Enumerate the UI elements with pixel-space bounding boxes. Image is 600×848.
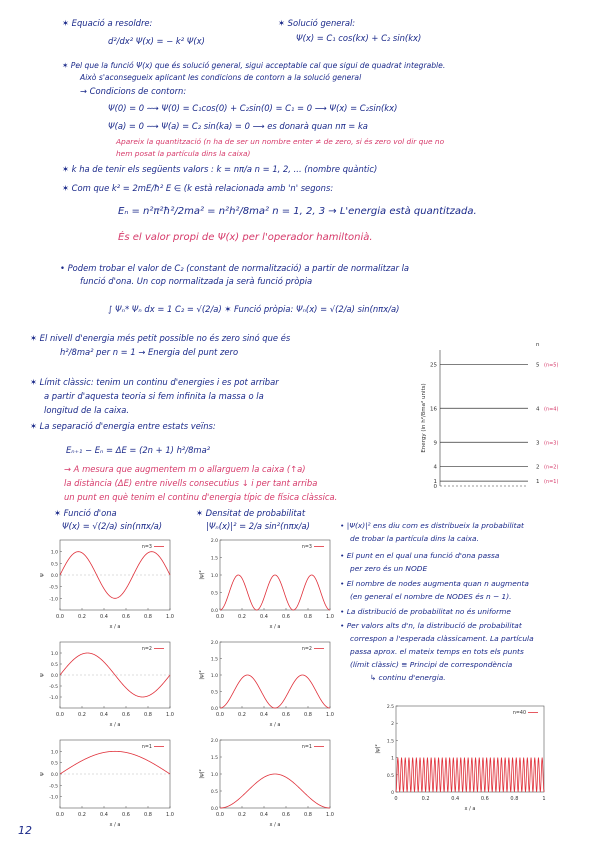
x-tick-label: 0.8	[304, 812, 312, 818]
energy-tick-label: 16	[430, 406, 437, 413]
y-tick-label: 1.5	[210, 756, 218, 761]
y-tick-label: 2.0	[210, 641, 218, 646]
energy-levels-formula: Eₙ = n²π²ħ²/2ma² = n²h²/8ma² n = 1, 2, 3 → L'energia està quantitzada.	[118, 206, 477, 217]
y-tick-label: 1	[391, 756, 394, 762]
energy-axis-label: Energy (in h²/8ma² units)	[421, 383, 427, 453]
y-axis-label: |ψ|²	[199, 670, 205, 680]
x-tick-label: 1.0	[166, 812, 174, 818]
x-tick-label: 0.6	[122, 614, 130, 620]
plot-frame	[396, 706, 544, 792]
x-tick-label: 0.0	[56, 712, 64, 718]
x-tick-label: 0.2	[238, 712, 246, 718]
x-tick-label: 0.0	[216, 712, 224, 718]
energy-level-n: 2	[536, 464, 540, 471]
note-boundary: Això s'aconsegueix aplicant les condicions de contorn a la solució general	[80, 73, 362, 82]
quantization-note-1: Apareix la quantització (n ha de ser un nombre enter ≠ de zero, si és zero vol dir que no	[116, 137, 445, 146]
boundary-2: Ψ(a) = 0 ⟿ Ψ(a) = C₂ sin(ka) = 0 ⟶ es donarà quan nπ = ka	[108, 121, 368, 131]
y-tick-label: 1.0	[210, 674, 218, 679]
plot-density-n40	[372, 700, 550, 812]
chart-svg	[36, 636, 176, 728]
separation-note-2: la distància (ΔE) entre nivells consecutius ↓ i per tant arriba	[64, 478, 318, 488]
x-tick-label: 0.6	[282, 812, 290, 818]
x-axis-label: x / a	[269, 822, 281, 828]
zero-point-1: ✶ El nivell d'energia més petit possible no és zero sinó que és	[30, 333, 291, 343]
legend-label: n=2	[141, 647, 152, 652]
energy-level-note: (n=2)	[544, 464, 559, 471]
y-tick-label: 0.0	[50, 674, 58, 679]
chart-svg	[36, 534, 176, 630]
note-b4: per zero és un NODE	[350, 564, 428, 573]
y-tick-label: 2	[391, 722, 394, 728]
boundary-1: Ψ(0) = 0 ⟿ Ψ(0) = C₁cos(0) + C₂sin(0) = C₁ = 0 ⟶ Ψ(x) = C₂sin(kx)	[108, 103, 398, 113]
x-tick-label: 1.0	[166, 712, 174, 718]
x-tick-label: 0.8	[510, 796, 519, 802]
separation-note-1: → A mesura que augmentem m o allarguem la caixa (↑a)	[64, 464, 306, 474]
wavefunction-heading: ✶ Funció d'ona	[54, 508, 117, 518]
energy-tick-label: 0	[433, 484, 437, 490]
classical-limit-3: longitud de la caixa.	[44, 405, 130, 415]
page-number: 12	[18, 824, 32, 837]
y-tick-label: -1.0	[49, 795, 58, 801]
y-tick-label: 0.5	[210, 591, 218, 597]
general-solution-heading: ✶ Solució general:	[278, 18, 356, 28]
general-solution: Ψ(x) = C₁ cos(kx) + C₂ sin(kx)	[296, 33, 422, 43]
plot-psi-n2	[36, 636, 176, 728]
y-axis-label: |ψ|²	[375, 744, 381, 754]
zero-point-2: h²/8ma² per n = 1 → Energia del punt zero	[60, 347, 239, 357]
separation-note-3: un punt en què tenim el continu d'energia típic de física clàssica.	[64, 492, 338, 502]
x-tick-label: 1.0	[326, 614, 334, 620]
energy-level-n: 5	[536, 362, 540, 369]
y-tick-label: 0.5	[50, 562, 58, 568]
x-tick-label: 0.2	[78, 812, 86, 818]
y-axis-label: |ψ|²	[199, 570, 205, 580]
y-tick-label: 1.0	[50, 750, 58, 756]
wavefunction-formula: Ψ(x) = √(2/a) sin(nπx/a)	[62, 521, 163, 531]
y-tick-label: 1.0	[210, 773, 218, 778]
y-tick-label: -1.0	[49, 597, 58, 603]
energy-tick-label: 25	[430, 362, 437, 369]
x-tick-label: 0.8	[304, 712, 312, 718]
legend-label: n=1	[141, 745, 152, 750]
energy-level-note: (n=5)	[544, 362, 559, 369]
classical-limit-2: a partir d'aquesta teoria si fem infinita la massa o la	[44, 391, 264, 401]
x-tick-label: 0.8	[304, 614, 312, 620]
schrodinger-equation: d²/dx² Ψ(x) = − k² Ψ(x)	[108, 36, 205, 46]
y-tick-label: 1.0	[50, 550, 58, 556]
note-b7: • La distribució de probabilitat no és uniforme	[340, 607, 511, 616]
y-tick-label: 0.5	[210, 790, 218, 795]
x-tick-label: 0.4	[260, 712, 268, 718]
x-axis-label: x / a	[464, 806, 476, 812]
note-b9: correspon a l'esperada clàssicament. La partícula	[350, 634, 534, 643]
y-tick-label: 1.5	[386, 739, 394, 745]
chart-svg	[196, 534, 336, 630]
x-tick-label: 1.0	[326, 712, 334, 718]
legend-label: n=1	[301, 745, 312, 750]
y-tick-label: 1.0	[210, 574, 218, 579]
x-tick-label: 0.8	[144, 812, 152, 818]
eigenfunction: ∫ Ψₙ* Ψₙ dx = 1 C₂ = √(2/a) ✶ Funció pròpia: Ψₙ(x) = √(2/a) sin(nπx/a)	[108, 304, 400, 314]
energy-level-diagram	[418, 336, 586, 496]
chart-svg	[372, 700, 550, 812]
quantization-note-2: hem posat la partícula dins la caixa)	[116, 149, 251, 158]
y-tick-label: -1.0	[49, 696, 58, 701]
x-tick-label: 0.4	[100, 712, 108, 718]
normalization-2: funció d'ona. Un cop normalitzada ja serà funció pròpia	[80, 276, 313, 286]
energy-tick-label: 9	[433, 440, 437, 447]
y-tick-label: 2.0	[210, 739, 218, 744]
x-tick-label: 0.0	[216, 812, 224, 818]
y-tick-label: 0.0	[50, 773, 58, 778]
x-tick-label: 0.8	[144, 614, 152, 620]
x-tick-label: 0	[394, 796, 398, 802]
x-tick-label: 1.0	[166, 614, 174, 620]
k-values: ✶ k ha de tenir els següents valors : k = nπ/a n = 1, 2, ... (nombre quàntic)	[62, 164, 378, 174]
y-axis-label: ψ	[39, 573, 45, 577]
energy-level-n: 3	[536, 440, 540, 447]
n-header: n	[536, 342, 540, 348]
note-square-integrable: ✶ Pel que la funció Ψ(x) que és solució general, sigui acceptable cal que sigui de quadrat integrable.	[62, 61, 446, 70]
chart-svg	[36, 734, 176, 828]
separation-heading: ✶ La separació d'energia entre estats veïns:	[30, 421, 216, 431]
y-tick-label: 2.0	[210, 539, 218, 544]
x-tick-label: 0.6	[122, 712, 130, 718]
x-tick-label: 0.2	[238, 812, 246, 818]
y-tick-label: 1.0	[50, 652, 58, 657]
chart-svg	[196, 636, 336, 728]
normalization-1: • Podem trobar el valor de C₂ (constant de normalització) a partir de normalitzar la	[60, 263, 410, 273]
x-tick-label: 0.2	[238, 614, 246, 620]
legend-label: n=3	[301, 545, 312, 550]
note-b8: • Per valors alts d'n, la distribució de probabilitat	[340, 621, 522, 630]
x-tick-label: 0.6	[122, 812, 130, 818]
x-tick-label: 0.0	[56, 614, 64, 620]
density-formula: |Ψₙ(x)|² = 2/a sin²(nπx/a)	[206, 521, 310, 531]
note-b12: ↳ continu d'energia.	[370, 673, 446, 682]
x-tick-label: 0.6	[282, 712, 290, 718]
energy-tick-label: 1	[433, 479, 437, 486]
note-b10: passa aprox. el mateix temps en tots els punts	[350, 647, 524, 656]
y-tick-label: 0.0	[50, 574, 58, 579]
note-b1: • |Ψ(x)|² ens diu com es distribueix la probabilitat	[340, 521, 524, 530]
x-tick-label: 0.4	[451, 796, 460, 802]
plot-density-n2	[196, 636, 336, 728]
energy-tick-label: 4	[433, 464, 437, 471]
plot-psi-n1	[36, 734, 176, 828]
plot-density-n3	[196, 534, 336, 630]
y-axis-label: ψ	[39, 673, 45, 677]
y-tick-label: 0.0	[210, 707, 218, 712]
y-tick-label: 0.5	[386, 773, 394, 779]
energy-level-n: 4	[536, 406, 540, 413]
energy-level-svg	[418, 336, 586, 496]
x-tick-label: 0.4	[100, 614, 108, 620]
x-tick-label: 0.0	[56, 812, 64, 818]
x-axis-label: x / a	[109, 624, 121, 630]
y-tick-label: 0.5	[50, 663, 58, 668]
x-tick-label: 0.2	[421, 796, 430, 802]
y-tick-label: -0.5	[49, 585, 58, 591]
x-tick-label: 0.6	[282, 614, 290, 620]
x-axis-label: x / a	[269, 722, 281, 728]
plot-density-n1	[196, 734, 336, 828]
energy-level-note: (n=1)	[544, 479, 559, 486]
note-b11: (límit clàssic) ≡ Principi de correspondència	[350, 660, 513, 669]
y-tick-label: 0.0	[210, 609, 218, 614]
x-tick-label: 1	[542, 796, 546, 802]
y-tick-label: -0.5	[49, 685, 58, 690]
note-b5: • El nombre de nodes augmenta quan n augmenta	[340, 579, 529, 588]
y-axis-label: |ψ|²	[199, 769, 205, 779]
y-tick-label: 0.5	[210, 690, 218, 696]
plot-psi-n3	[36, 534, 176, 630]
y-tick-label: 0	[391, 791, 394, 796]
x-axis-label: x / a	[109, 722, 121, 728]
legend-label: n=2	[301, 647, 312, 652]
note-b3: • El punt en el qual una funció d'ona passa	[340, 551, 500, 560]
classical-limit-1: ✶ Límit clàssic: tenim un continu d'energies i es pot arribar	[30, 377, 279, 387]
x-tick-label: 0.2	[78, 614, 86, 620]
y-tick-label: 0.0	[210, 807, 218, 812]
x-tick-label: 0.6	[480, 796, 489, 802]
plot-frame	[220, 642, 330, 708]
energy-level-note: (n=3)	[544, 440, 559, 447]
x-tick-label: 0.4	[260, 614, 268, 620]
x-tick-label: 0.4	[260, 812, 268, 818]
energy-level-note: (n=4)	[544, 406, 559, 413]
x-tick-label: 0.8	[144, 712, 152, 718]
note-b6: (en general el nombre de NODES és n − 1).	[350, 592, 512, 601]
x-tick-label: 0.4	[100, 812, 108, 818]
y-tick-label: 1.5	[210, 556, 218, 562]
x-tick-label: 0.2	[78, 712, 86, 718]
x-tick-label: 0.0	[216, 614, 224, 620]
equation-heading: ✶ Equació a resoldre:	[62, 18, 153, 28]
x-tick-label: 1.0	[326, 812, 334, 818]
y-tick-label: -0.5	[49, 784, 58, 790]
separation-formula: Eₙ₊₁ − Eₙ = ΔE = (2n + 1) h²/8ma²	[66, 445, 211, 455]
y-tick-label: 2.5	[386, 705, 394, 710]
density-heading: ✶ Densitat de probabilitat	[196, 508, 306, 518]
chart-svg	[196, 734, 336, 828]
y-tick-label: 0.5	[50, 761, 58, 767]
legend-label: n=3	[141, 545, 152, 550]
boundary-heading: → Condicions de contorn:	[80, 86, 187, 96]
y-axis-label: ψ	[39, 772, 45, 776]
energy-level-n: 1	[536, 479, 540, 486]
note-b2: de trobar la partícula dins la caixa.	[350, 534, 479, 543]
legend-label: n=40	[512, 711, 526, 716]
y-tick-label: 1.5	[210, 657, 218, 663]
eigenvalue-note: És el valor propi de Ψ(x) per l'operador hamiltonià.	[118, 232, 373, 243]
x-axis-label: x / a	[269, 624, 281, 630]
x-axis-label: x / a	[109, 822, 121, 828]
k-relation: ✶ Com que k² = 2mE/ħ² E ∈ (k està relacionada amb 'n' segons:	[62, 183, 334, 193]
